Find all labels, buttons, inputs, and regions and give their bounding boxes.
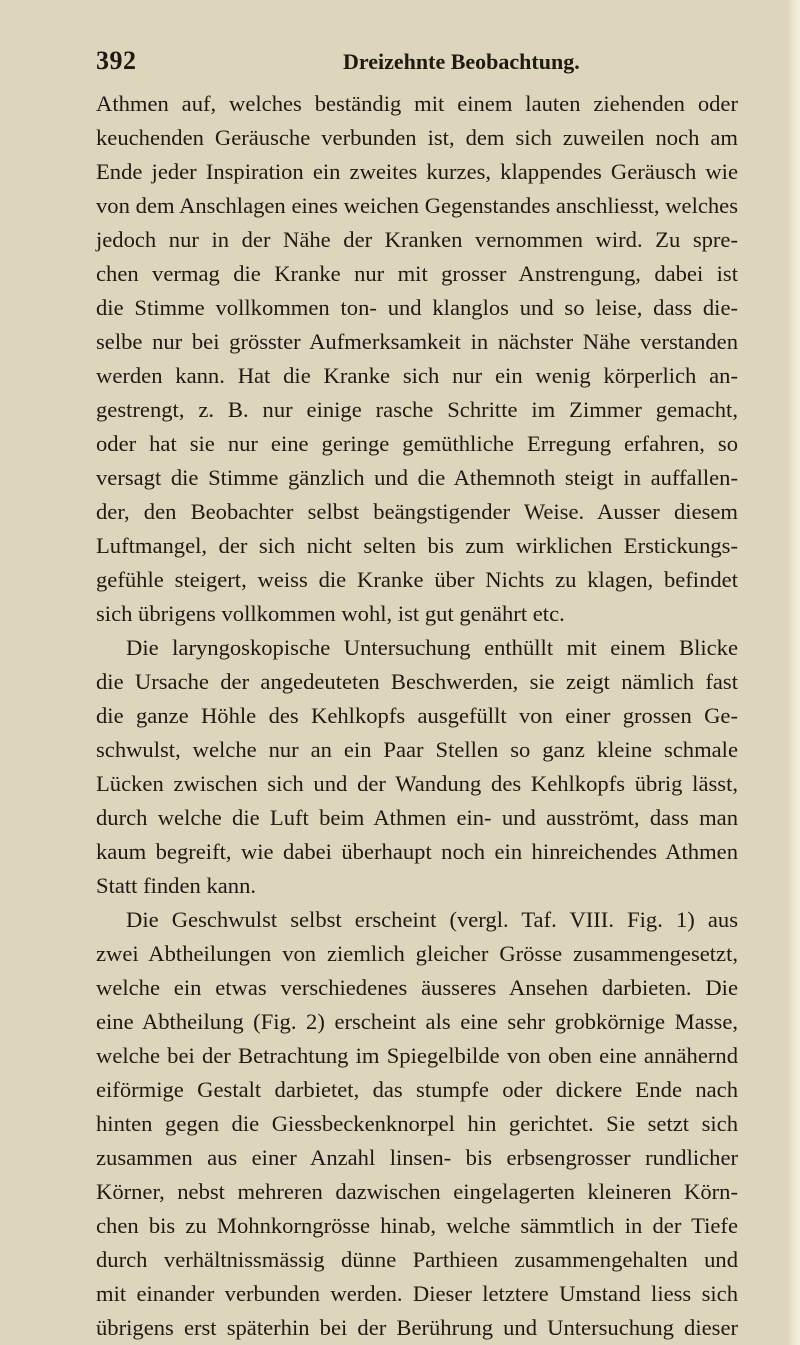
- text-line: Luftmangel, der sich nicht selten bis zum wirklichen Erstickungs-: [96, 533, 738, 558]
- text-line: keuchenden Geräusche verbunden ist, dem sich zuweilen noch am: [96, 125, 738, 150]
- text-line: gefühle steigert, weiss die Kranke über Nichts zu klagen, befindet: [96, 567, 738, 592]
- text-line: übrigens erst späterhin bei der Berührung und Untersuchung dieser: [96, 1315, 738, 1340]
- text-line: hinten gegen die Giessbeckenknorpel hin gerichtet. Sie setzt sich: [96, 1111, 738, 1136]
- paragraph-start-line: Die Geschwulst selbst erscheint (vergl. Taf. VIII. Fig. 1) aus: [126, 907, 738, 932]
- paragraph-start-line: Die laryngoskopische Untersuchung enthüllt mit einem Blicke: [126, 635, 738, 660]
- text-line: versagt die Stimme gänzlich und die Athemnoth steigt in auffallen-: [96, 465, 738, 490]
- text-line: Körner, nebst mehreren dazwischen eingelagerten kleineren Körn-: [96, 1179, 738, 1204]
- paragraph-end-line: Statt finden kann.: [96, 873, 257, 898]
- text-line: werden kann. Hat die Kranke sich nur ein wenig körperlich an-: [96, 363, 738, 388]
- text-line: zusammen aus einer Anzahl linsen- bis erbsengrosser rundlicher: [96, 1145, 738, 1170]
- text-line: jedoch nur in der Nähe der Kranken vernommen wird. Zu spre-: [96, 227, 738, 252]
- body-text: [96, 87, 738, 1345]
- text-line: die Ursache der angedeuteten Beschwerden, sie zeigt nämlich fast: [96, 669, 738, 694]
- text-line: durch verhältnissmässig dünne Parthieen zusammengehalten und: [96, 1247, 738, 1272]
- text-line: welche bei der Betrachtung im Spiegelbilde von oben eine annähernd: [96, 1043, 738, 1068]
- text-line: chen bis zu Mohnkorngrösse hinab, welche sämmtlich in der Tiefe: [96, 1213, 738, 1238]
- text-line: von dem Anschlagen eines weichen Gegenstandes anschliesst, welches: [96, 193, 738, 218]
- text-line: selbe nur bei grösster Aufmerksamkeit in nächster Nähe verstanden: [96, 329, 738, 354]
- text-line: chen vermag die Kranke nur mit grosser Anstrengung, dabei ist: [96, 261, 738, 286]
- page-number: 392: [96, 46, 137, 75]
- running-head: Dreizehnte Beobachtung.: [343, 49, 580, 74]
- text-line: die ganze Höhle des Kehlkopfs ausgefüllt von einer grossen Ge-: [96, 703, 738, 728]
- text-line: oder hat sie nur eine geringe gemüthliche Erregung erfahren, so: [96, 431, 738, 456]
- text-line: die Stimme vollkommen ton- und klanglos und so leise, dass die-: [96, 295, 738, 320]
- text-line: mit einander verbunden werden. Dieser letztere Umstand liess sich: [96, 1281, 738, 1306]
- text-line: welche ein etwas verschiedenes äusseres Ansehen darbieten. Die: [96, 975, 738, 1000]
- text-line: eiförmige Gestalt darbietet, das stumpfe oder dickere Ende nach: [96, 1077, 738, 1102]
- paragraph-end-line: sich übrigens vollkommen wohl, ist gut genährt etc.: [96, 601, 565, 626]
- text-line: zwei Abtheilungen von ziemlich gleicher Grösse zusammengesetzt,: [96, 941, 738, 966]
- text-line: Lücken zwischen sich und der Wandung des Kehlkopfs übrig lässt,: [96, 771, 738, 796]
- text-line: schwulst, welche nur an ein Paar Stellen so ganz kleine schmale: [96, 737, 738, 762]
- text-line: der, den Beobachter selbst beängstigender Weise. Ausser diesem: [96, 499, 738, 524]
- text-line: gestrengt, z. B. nur einige rasche Schritte im Zimmer gemacht,: [96, 397, 738, 422]
- text-line: kaum begreift, wie dabei überhaupt noch ein hinreichendes Athmen: [96, 839, 738, 864]
- text-line: Ende jeder Inspiration ein zweites kurzes, klappendes Geräusch wie: [96, 159, 738, 184]
- page-header: [96, 46, 736, 80]
- text-line: durch welche die Luft beim Athmen ein- und ausströmt, dass man: [96, 805, 738, 830]
- text-line: Athmen auf, welches beständig mit einem lauten ziehenden oder: [96, 91, 738, 116]
- text-line: eine Abtheilung (Fig. 2) erscheint als eine sehr grobkörnige Masse,: [96, 1009, 738, 1034]
- page-edge: [786, 0, 800, 1345]
